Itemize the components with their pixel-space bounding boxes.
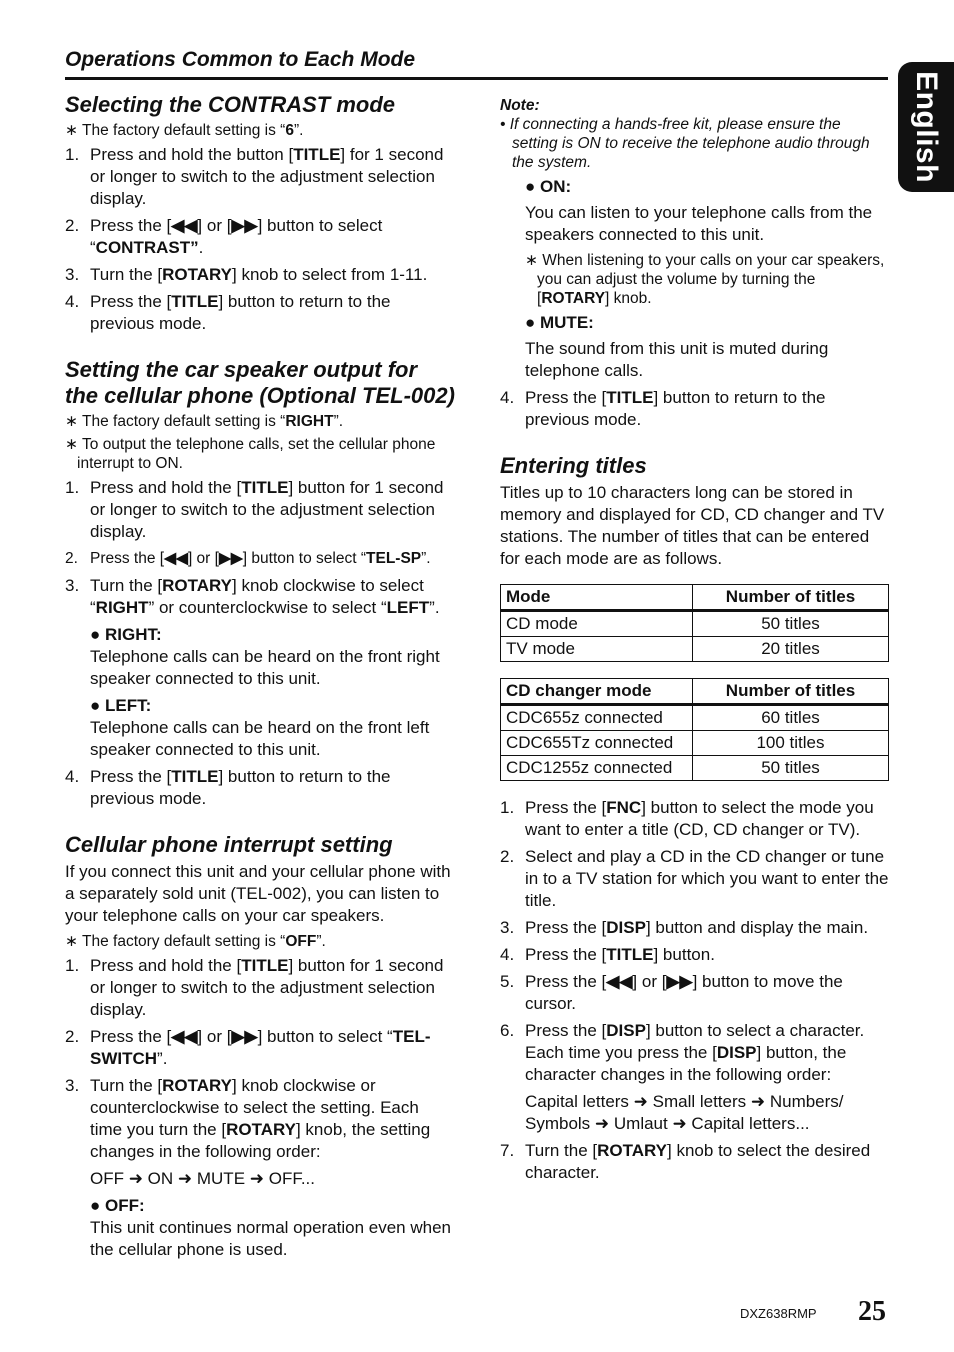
contrast-step-4: 4. Press the [TITLE] button to return to the previous mode.: [65, 292, 391, 333]
next-icon: ▶▶: [218, 550, 243, 567]
speaker-step-1: 1. Press and hold the [TITLE] button for 1 second or longer to switch to the adjustment selection display.: [65, 478, 444, 541]
contrast-step-2: 2. Press the [◀◀] or [▶▶] button to select “CONTRAST”.: [65, 216, 383, 257]
table-row: CDC655Tz connected 100 titles: [501, 731, 889, 756]
language-tab-label: English: [910, 71, 943, 183]
titles-step-2: 2. Select and play a CD in the CD changer or tune in to a TV station for which you want to enter the title.: [500, 847, 889, 910]
contrast-default-note: ∗ The factory default setting is “6”.: [65, 122, 304, 139]
model-code: DXZ638RMP: [740, 1306, 817, 1321]
language-tab: [898, 62, 954, 192]
changer-titles-table: [500, 678, 889, 781]
table-header: Number of titles: [693, 679, 889, 705]
next-icon: ▶▶: [231, 216, 258, 235]
interrupt-order: OFF ➜ ON ➜ MUTE ➜ OFF...: [90, 1169, 316, 1188]
speaker-step-2: 2. Press the [◀◀] or [▶▶] button to select “TEL-SP”.: [65, 550, 431, 567]
titles-step-5: 5. Press the [◀◀] or [▶▶] button to move the cursor.: [500, 972, 843, 1013]
titles-steps: [500, 797, 890, 1184]
previous-icon: ◀◀: [171, 1027, 198, 1046]
character-order: Capital letters ➜ Small letters ➜ Numbers/ Symbols ➜ Umlaut ➜ Capital letters...: [525, 1092, 844, 1133]
interrupt-step-4: 4. Press the [TITLE] button to return to the previous mode.: [500, 388, 826, 429]
off-option: OFF ➜ ON ➜ MUTE ➜ OFF... ● OFF: This unit continues normal operation even when the cellular phone is used.: [90, 1168, 455, 1261]
titles-step-6: 6. Press the [DISP] button to select a character. Each time you press the [DISP] button, the character changes in the following order:: [500, 1021, 865, 1084]
titles-intro: Titles up to 10 characters long can be stored in memory and displayed for CD, CD changer and TV stations. The number of titles that can be entered for each mode are as follows.: [500, 483, 885, 568]
speaker-step-4: 4. Press the [TITLE] button to return to the previous mode.: [65, 767, 391, 808]
section-title: Operations Common to Each Mode: [65, 48, 416, 71]
right-column: [500, 96, 890, 1189]
titles-section: [500, 453, 890, 1184]
titles-step-7: 7. Turn the [ROTARY] knob to select the desired character.: [500, 1141, 871, 1182]
table-row: CDC1255z connected 50 titles: [501, 756, 889, 781]
interrupt-step-2: 2. Press the [◀◀] or [▶▶] button to select “TEL-SWITCH”.: [65, 1027, 431, 1068]
mute-option: ● MUTE:: [525, 313, 594, 332]
titles-step-3: 3. Press the [DISP] button and display the main.: [500, 918, 869, 937]
titles-step-1: 1. Press the [FNC] button to select the mode you want to enter a title (CD, CD changer or TV).: [500, 798, 874, 839]
mode-titles-table: [500, 584, 889, 662]
table-row: CD mode 50 titles: [501, 611, 889, 637]
interrupt-default-note: ∗ The factory default setting is “OFF”.: [65, 933, 326, 950]
titles-heading: Entering titles: [500, 453, 647, 478]
speaker-step-3: 3. Turn the [ROTARY] knob clockwise to select “RIGHT” or counterclockwise to select “LEFT”.: [65, 576, 440, 617]
table-header-row: [501, 585, 889, 611]
table-row: TV mode 20 titles: [501, 637, 889, 662]
page-number: 25: [858, 1296, 886, 1327]
section-header: [65, 46, 888, 80]
next-icon: ▶▶: [666, 972, 693, 991]
on-option: ● ON: You can listen to your telephone calls from the speakers connected to this unit. ∗ When listening to your calls on your car speakers, you can adjust the volume by turning the [ROTARY] knob. ● MUTE: The sound from this unit is muted during telephone calls.: [525, 176, 890, 382]
note-block: [500, 96, 890, 172]
table-header-row: [501, 679, 889, 705]
interrupt-section: [65, 832, 455, 1261]
interrupt-step-1: 1. Press and hold the [TITLE] button for 1 second or longer to switch to the adjustment selection display.: [65, 956, 444, 1019]
interrupt-intro: If you connect this unit and your cellular phone with a separately sold unit (TEL-002), you can listen to your telephone calls on your car speakers.: [65, 862, 451, 925]
speaker-heading: Setting the car speaker output for the cellular phone (Optional TEL-002): [65, 357, 455, 408]
contrast-section: [65, 92, 455, 335]
left-column: [65, 92, 455, 1266]
table-header: Mode: [501, 585, 693, 611]
speaker-default-note: ∗ The factory default setting is “RIGHT”.: [65, 413, 344, 430]
speaker-section: [65, 357, 455, 810]
interrupt-step-3: 3. Turn the [ROTARY] knob clockwise or counterclockwise to select the setting. Each time you turn the [ROTARY] knob, the setting changes in the following order:: [65, 1076, 431, 1161]
table-row: CDC655z connected 60 titles: [501, 705, 889, 731]
contrast-step-1: 1. Press and hold the button [TITLE] for 1 second or longer to switch to the adjustment selection display.: [65, 145, 444, 208]
interrupt-heading: Cellular phone interrupt setting: [65, 832, 393, 857]
previous-icon: ◀◀: [164, 550, 188, 567]
on-volume-note: ∗ When listening to your calls on your car speakers, you can adjust the volume by turning the [ROTARY] knob.: [525, 252, 885, 307]
left-option: ● LEFT:: [90, 696, 152, 715]
titles-step-4: 4. Press the [TITLE] button.: [500, 945, 715, 964]
note-text: • If connecting a hands-free kit, please ensure the setting is ON to receive the telephone audio through the system.: [500, 116, 870, 171]
previous-icon: ◀◀: [171, 216, 198, 235]
table-header: CD changer mode: [501, 679, 693, 705]
next-icon: ▶▶: [231, 1027, 258, 1046]
note-label: Note:: [500, 97, 540, 114]
table-header: Number of titles: [693, 585, 889, 611]
contrast-heading: Selecting the CONTRAST mode: [65, 92, 396, 117]
previous-icon: ◀◀: [606, 972, 633, 991]
contrast-step-3: 3. Turn the [ROTARY] knob to select from 1-11.: [65, 265, 428, 284]
speaker-output-note: ∗ To output the telephone calls, set the cellular phone interrupt to ON.: [65, 436, 436, 472]
right-option: ● RIGHT: Telephone calls can be heard on the front right speaker connected to this unit. ● LEFT: Telephone calls can be heard on the front left speaker connected to this unit.: [90, 624, 455, 761]
